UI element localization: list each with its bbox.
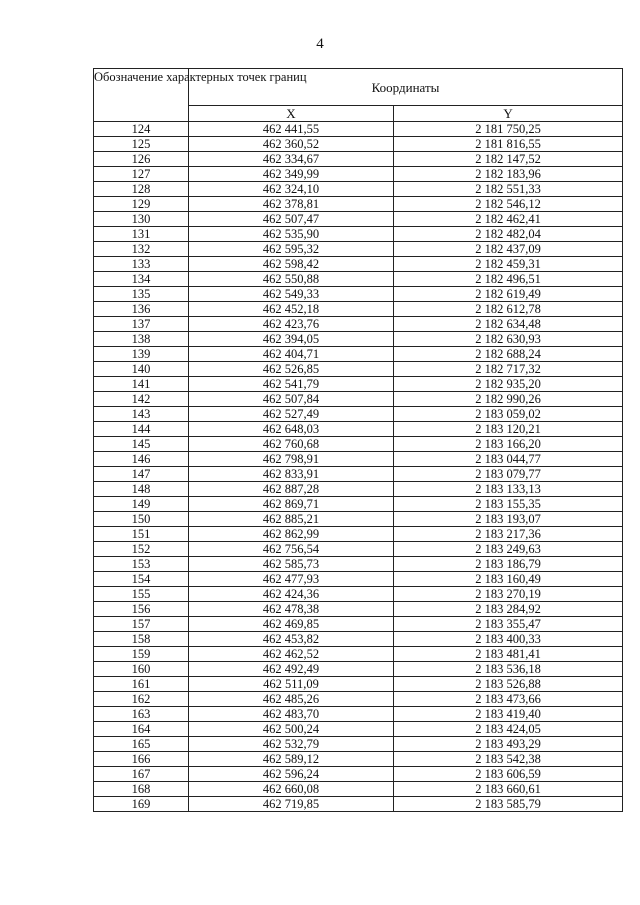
header-point-designation: Обозначение характерных точек границ [94, 69, 189, 122]
x-coordinate-cell: 462 719,85 [189, 797, 394, 812]
point-number-cell: 127 [94, 167, 189, 182]
y-coordinate-cell: 2 183 493,29 [394, 737, 623, 752]
y-coordinate-cell: 2 183 424,05 [394, 722, 623, 737]
y-coordinate-cell: 2 183 585,79 [394, 797, 623, 812]
table-row [94, 167, 623, 182]
point-number-cell: 155 [94, 587, 189, 602]
x-coordinate-cell: 462 462,52 [189, 647, 394, 662]
y-coordinate-cell: 2 182 612,78 [394, 302, 623, 317]
header-y: Y [394, 106, 623, 122]
x-coordinate-cell: 462 595,32 [189, 242, 394, 257]
point-number-cell: 151 [94, 527, 189, 542]
point-number-cell: 145 [94, 437, 189, 452]
coordinates-table [93, 68, 623, 812]
point-number-cell: 146 [94, 452, 189, 467]
y-coordinate-cell: 2 183 419,40 [394, 707, 623, 722]
table-row [94, 407, 623, 422]
table-row [94, 272, 623, 287]
point-number-cell: 165 [94, 737, 189, 752]
x-coordinate-cell: 462 596,24 [189, 767, 394, 782]
y-coordinate-cell: 2 183 079,77 [394, 467, 623, 482]
point-number-cell: 148 [94, 482, 189, 497]
y-coordinate-cell: 2 183 542,38 [394, 752, 623, 767]
x-coordinate-cell: 462 441,55 [189, 122, 394, 137]
y-coordinate-cell: 2 183 660,61 [394, 782, 623, 797]
x-coordinate-cell: 462 862,99 [189, 527, 394, 542]
table-row [94, 587, 623, 602]
point-number-cell: 169 [94, 797, 189, 812]
header-x: X [189, 106, 394, 122]
point-number-cell: 135 [94, 287, 189, 302]
point-number-cell: 161 [94, 677, 189, 692]
x-coordinate-cell: 462 526,85 [189, 362, 394, 377]
point-number-cell: 139 [94, 347, 189, 362]
y-coordinate-cell: 2 183 120,21 [394, 422, 623, 437]
table-row [94, 752, 623, 767]
table-row [94, 692, 623, 707]
table-row [94, 377, 623, 392]
x-coordinate-cell: 462 887,28 [189, 482, 394, 497]
table-row [94, 287, 623, 302]
x-coordinate-cell: 462 404,71 [189, 347, 394, 362]
x-coordinate-cell: 462 869,71 [189, 497, 394, 512]
point-number-cell: 158 [94, 632, 189, 647]
x-coordinate-cell: 462 349,99 [189, 167, 394, 182]
point-number-cell: 162 [94, 692, 189, 707]
table-row [94, 617, 623, 632]
point-number-cell: 149 [94, 497, 189, 512]
y-coordinate-cell: 2 182 496,51 [394, 272, 623, 287]
x-coordinate-cell: 462 833,91 [189, 467, 394, 482]
x-coordinate-cell: 462 477,93 [189, 572, 394, 587]
table-row [94, 557, 623, 572]
x-coordinate-cell: 462 469,85 [189, 617, 394, 632]
x-coordinate-cell: 462 648,03 [189, 422, 394, 437]
x-coordinate-cell: 462 585,73 [189, 557, 394, 572]
table-row [94, 737, 623, 752]
x-coordinate-cell: 462 660,08 [189, 782, 394, 797]
table-row [94, 227, 623, 242]
y-coordinate-cell: 2 182 619,49 [394, 287, 623, 302]
x-coordinate-cell: 462 453,82 [189, 632, 394, 647]
table-row [94, 317, 623, 332]
y-coordinate-cell: 2 182 688,24 [394, 347, 623, 362]
x-coordinate-cell: 462 507,47 [189, 212, 394, 227]
table-row [94, 497, 623, 512]
x-coordinate-cell: 462 541,79 [189, 377, 394, 392]
y-coordinate-cell: 2 181 750,25 [394, 122, 623, 137]
x-coordinate-cell: 462 423,76 [189, 317, 394, 332]
table-row [94, 257, 623, 272]
point-number-cell: 142 [94, 392, 189, 407]
x-coordinate-cell: 462 598,42 [189, 257, 394, 272]
x-coordinate-cell: 462 452,18 [189, 302, 394, 317]
table-row [94, 467, 623, 482]
point-number-cell: 130 [94, 212, 189, 227]
x-coordinate-cell: 462 527,49 [189, 407, 394, 422]
y-coordinate-cell: 2 182 147,52 [394, 152, 623, 167]
point-number-cell: 160 [94, 662, 189, 677]
page-number: 4 [316, 36, 324, 52]
x-coordinate-cell: 462 485,26 [189, 692, 394, 707]
table-row [94, 602, 623, 617]
table-row [94, 152, 623, 167]
x-coordinate-cell: 462 760,68 [189, 437, 394, 452]
x-coordinate-cell: 462 550,88 [189, 272, 394, 287]
y-coordinate-cell: 2 183 400,33 [394, 632, 623, 647]
y-coordinate-cell: 2 183 059,02 [394, 407, 623, 422]
table-row [94, 452, 623, 467]
y-coordinate-cell: 2 183 270,19 [394, 587, 623, 602]
table-row [94, 512, 623, 527]
table-row [94, 422, 623, 437]
table-row [94, 182, 623, 197]
point-number-cell: 168 [94, 782, 189, 797]
table-row [94, 302, 623, 317]
point-number-cell: 166 [94, 752, 189, 767]
x-coordinate-cell: 462 532,79 [189, 737, 394, 752]
table-row [94, 137, 623, 152]
x-coordinate-cell: 462 360,52 [189, 137, 394, 152]
point-number-cell: 167 [94, 767, 189, 782]
y-coordinate-cell: 2 183 155,35 [394, 497, 623, 512]
table-row [94, 722, 623, 737]
y-coordinate-cell: 2 183 284,92 [394, 602, 623, 617]
y-coordinate-cell: 2 182 462,41 [394, 212, 623, 227]
point-number-cell: 126 [94, 152, 189, 167]
table-row [94, 362, 623, 377]
y-coordinate-cell: 2 183 249,63 [394, 542, 623, 557]
table-row [94, 677, 623, 692]
table-row [94, 782, 623, 797]
header-coordinates: Координаты [189, 69, 623, 106]
y-coordinate-cell: 2 183 044,77 [394, 452, 623, 467]
point-number-cell: 163 [94, 707, 189, 722]
y-coordinate-cell: 2 182 634,48 [394, 317, 623, 332]
x-coordinate-cell: 462 589,12 [189, 752, 394, 767]
point-number-cell: 132 [94, 242, 189, 257]
table-row [94, 767, 623, 782]
y-coordinate-cell: 2 183 481,41 [394, 647, 623, 662]
table-row [94, 242, 623, 257]
point-number-cell: 143 [94, 407, 189, 422]
table-row [94, 122, 623, 137]
table-row [94, 197, 623, 212]
x-coordinate-cell: 462 378,81 [189, 197, 394, 212]
point-number-cell: 156 [94, 602, 189, 617]
table-row [94, 662, 623, 677]
x-coordinate-cell: 462 756,54 [189, 542, 394, 557]
y-coordinate-cell: 2 182 630,93 [394, 332, 623, 347]
y-coordinate-cell: 2 182 437,09 [394, 242, 623, 257]
point-number-cell: 129 [94, 197, 189, 212]
point-number-cell: 136 [94, 302, 189, 317]
x-coordinate-cell: 462 324,10 [189, 182, 394, 197]
point-number-cell: 128 [94, 182, 189, 197]
y-coordinate-cell: 2 183 186,79 [394, 557, 623, 572]
x-coordinate-cell: 462 334,67 [189, 152, 394, 167]
point-number-cell: 124 [94, 122, 189, 137]
point-number-cell: 147 [94, 467, 189, 482]
point-number-cell: 144 [94, 422, 189, 437]
y-coordinate-cell: 2 182 459,31 [394, 257, 623, 272]
table-row [94, 392, 623, 407]
y-coordinate-cell: 2 183 166,20 [394, 437, 623, 452]
y-coordinate-cell: 2 183 133,13 [394, 482, 623, 497]
x-coordinate-cell: 462 511,09 [189, 677, 394, 692]
table-row [94, 632, 623, 647]
table-row [94, 437, 623, 452]
table-row [94, 707, 623, 722]
y-coordinate-cell: 2 182 990,26 [394, 392, 623, 407]
point-number-cell: 153 [94, 557, 189, 572]
table-row [94, 332, 623, 347]
x-coordinate-cell: 462 424,36 [189, 587, 394, 602]
y-coordinate-cell: 2 182 183,96 [394, 167, 623, 182]
point-number-cell: 134 [94, 272, 189, 287]
y-coordinate-cell: 2 183 606,59 [394, 767, 623, 782]
table-row [94, 797, 623, 812]
y-coordinate-cell: 2 183 160,49 [394, 572, 623, 587]
y-coordinate-cell: 2 182 935,20 [394, 377, 623, 392]
point-number-cell: 125 [94, 137, 189, 152]
point-number-cell: 164 [94, 722, 189, 737]
point-number-cell: 154 [94, 572, 189, 587]
x-coordinate-cell: 462 507,84 [189, 392, 394, 407]
point-number-cell: 157 [94, 617, 189, 632]
y-coordinate-cell: 2 183 536,18 [394, 662, 623, 677]
point-number-cell: 152 [94, 542, 189, 557]
x-coordinate-cell: 462 483,70 [189, 707, 394, 722]
y-coordinate-cell: 2 183 217,36 [394, 527, 623, 542]
x-coordinate-cell: 462 492,49 [189, 662, 394, 677]
table-row [94, 482, 623, 497]
table-row [94, 572, 623, 587]
y-coordinate-cell: 2 182 482,04 [394, 227, 623, 242]
point-number-cell: 138 [94, 332, 189, 347]
y-coordinate-cell: 2 181 816,55 [394, 137, 623, 152]
point-number-cell: 141 [94, 377, 189, 392]
x-coordinate-cell: 462 394,05 [189, 332, 394, 347]
y-coordinate-cell: 2 183 355,47 [394, 617, 623, 632]
table-row [94, 347, 623, 362]
point-number-cell: 133 [94, 257, 189, 272]
x-coordinate-cell: 462 478,38 [189, 602, 394, 617]
table-row [94, 542, 623, 557]
x-coordinate-cell: 462 798,91 [189, 452, 394, 467]
y-coordinate-cell: 2 183 193,07 [394, 512, 623, 527]
y-coordinate-cell: 2 183 473,66 [394, 692, 623, 707]
x-coordinate-cell: 462 500,24 [189, 722, 394, 737]
y-coordinate-cell: 2 182 546,12 [394, 197, 623, 212]
table-row [94, 527, 623, 542]
point-number-cell: 131 [94, 227, 189, 242]
point-number-cell: 150 [94, 512, 189, 527]
x-coordinate-cell: 462 535,90 [189, 227, 394, 242]
table-row [94, 647, 623, 662]
y-coordinate-cell: 2 183 526,88 [394, 677, 623, 692]
y-coordinate-cell: 2 182 717,32 [394, 362, 623, 377]
table-body [94, 122, 623, 812]
point-number-cell: 159 [94, 647, 189, 662]
point-number-cell: 137 [94, 317, 189, 332]
x-coordinate-cell: 462 549,33 [189, 287, 394, 302]
x-coordinate-cell: 462 885,21 [189, 512, 394, 527]
table-row [94, 212, 623, 227]
point-number-cell: 140 [94, 362, 189, 377]
y-coordinate-cell: 2 182 551,33 [394, 182, 623, 197]
